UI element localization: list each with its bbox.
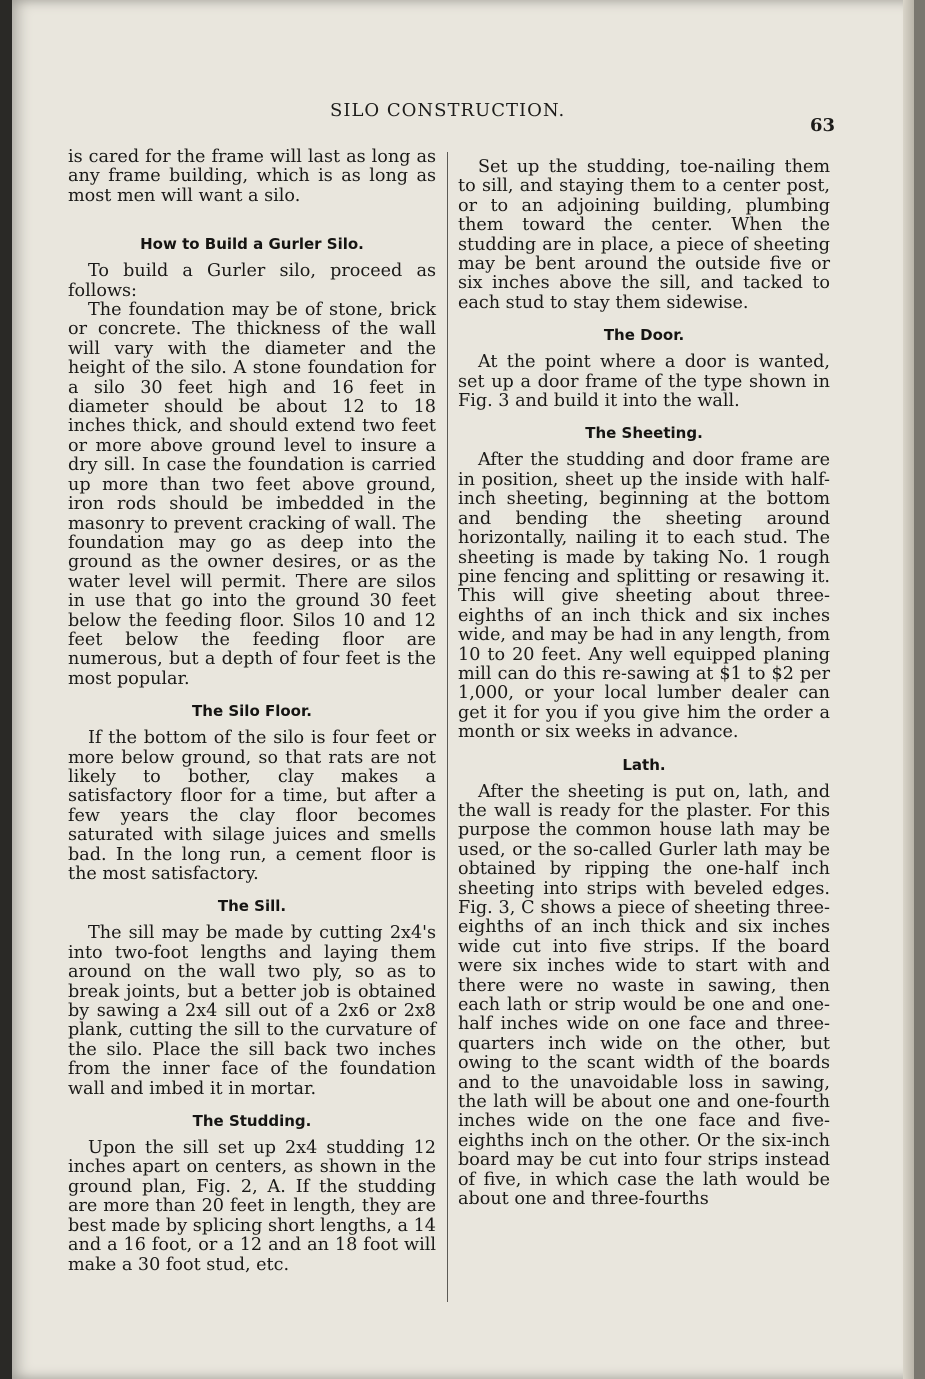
page-binding-shadow: [0, 0, 12, 1379]
paragraph: After the studding and door frame are in position, sheet up the inside with half-inch sheeting, beginning at the bottom and bending the sheeting around horizontally, nailing it to each stud. The sheeting is made by taking No. 1 rough pine fencing and splitting or resawing it. This will give sheeting about three-eighths of an inch thick and six inches wide, and may be had in any length, from 10 to 20 feet. Any well equipped planing mill can do this re-sawing at $1 to $2 per 1,000, or your local lumber dealer can get it for you if you give him the order a month or six weeks in advance.: [458, 450, 830, 743]
paragraph: At the point where a door is wanted, set up a door frame of the type shown in Fig. 3 and build it into the wall.: [458, 352, 830, 412]
column-divider: [447, 152, 448, 1302]
heading-gurler-silo: How to Build a Gurler Silo.: [140, 235, 364, 254]
paragraph: The sill may be made by cutting 2x4's into two-foot lengths and laying them around on the wall two ply, so as to break joints, but a better job is obtained by sawing a 2x4 sill out of a 2x6 or 2x8 plank, cutting the sill to the curvature of the silo. Place the sill back two inches from the inner face of the foundation wall and imbed it in mortar.: [68, 923, 436, 1099]
left-column: [68, 148, 436, 1275]
heading-sill: The Sill.: [217, 897, 287, 916]
right-column: [458, 158, 830, 1210]
page-number: 63: [810, 115, 836, 136]
heading-lath: Lath.: [622, 755, 666, 774]
paragraph: The foundation may be of stone, brick or concrete. The thickness of the wall will vary with the diameter and the height of the silo. A stone foundation for a silo 30 feet high and 16 feet in diameter should be about 12 to 18 inches thick, and should extend two feet or more above ground level to insure a dry sill. In case the foundation is carried up more than two feet above ground, iron rods should be imbedded in the masonry to prevent cracking of wall. The foundation may go as deep into the ground as the owner desires, or as the water level will permit. There are silos in use that go into the ground 30 feet below the feeding floor. Silos 10 and 12 feet below the feeding floor are numerous, but a depth of four feet is the most popular.: [68, 300, 436, 689]
intro-paragraph: is cared for the frame will last as long as any frame building, which is as long as most men will want a silo.: [68, 147, 436, 206]
heading-sheeting: The Sheeting.: [585, 424, 703, 443]
paragraph: Upon the sill set up 2x4 studding 12 inches apart on centers, as shown in the ground plan, Fig. 2, A. If the studding are more than 20 feet in length, they are best made by splicing short lengths, a 14 and a 16 foot, or a 12 and an 18 foot will make a 30 foot stud, etc.: [68, 1138, 436, 1275]
paragraph: After the sheeting is put on, lath, and the wall is ready for the plaster. For this purpose the common house lath may be used, or the so-called Gurler lath may be obtained by ripping the one-half inch sheeting into strips with beveled edges. Fig. 3, C shows a piece of sheeting three-eighths of an inch thick and six inches wide cut into five strips. If the board were six inches wide to start with and there were no waste in sawing, then each lath or strip would be one and one-half inches wide on one face and three-quarters inch wide on the other, but owing to the scant width of the boards and to the unavoidable loss in sawing, the lath will be about one and one-fourth inches wide on the one face and five-eighths inch on the other. Or the six-inch board may be cut into four strips instead of five, in which case the lath would be about one and three-fourths: [458, 781, 830, 1210]
heading-studding: The Studding.: [192, 1112, 312, 1131]
page-edge: [903, 0, 914, 1379]
heading-door: The Door.: [603, 326, 685, 345]
running-header: SILO CONSTRUCTION.: [330, 100, 566, 121]
paragraph: If the bottom of the silo is four feet or more below ground, so that rats are not likely to bother, clay makes a satisfactory floor for a time, but after a few years the clay floor becomes saturated with silage juices and smells bad. In the long run, a cement floor is the most satisfactory.: [68, 728, 436, 884]
heading-silo-floor: The Silo Floor.: [192, 702, 312, 721]
paragraph: Set up the studding, toe-nailing them to sill, and staying them to a center post, or to an adjoining building, plumbing them toward the center. When the studding are in place, a piece of sheeting may be bent around the outside five or six inches above the sill, and tacked to each stud to stay them sidewise.: [458, 157, 830, 313]
paragraph: To build a Gurler silo, proceed as follows:: [68, 261, 436, 301]
